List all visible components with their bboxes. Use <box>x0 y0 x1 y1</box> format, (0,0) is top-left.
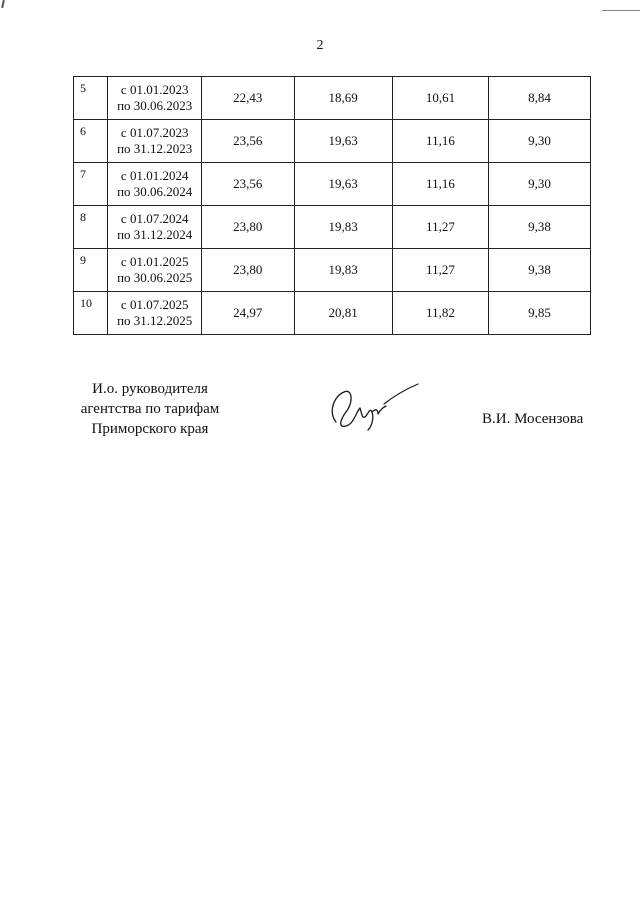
position-line-2: агентства по тарифам <box>80 401 220 417</box>
row-number: 8 <box>74 206 108 249</box>
table-row <box>74 77 591 120</box>
scan-artifact-mark <box>1 0 5 8</box>
handwritten-signature <box>322 378 422 434</box>
table-row <box>74 292 591 335</box>
value-cell-2: 19,63 <box>294 120 392 163</box>
value-cell-4: 9,30 <box>489 120 591 163</box>
period-to: по 30.06.2024 <box>117 184 193 199</box>
value-cell-3: 11,27 <box>392 249 488 292</box>
table-row <box>74 249 591 292</box>
table-row <box>74 163 591 206</box>
period-cell <box>108 249 202 292</box>
value-cell-4: 9,30 <box>489 163 591 206</box>
value-cell-3: 11,27 <box>392 206 488 249</box>
period-from: с 01.01.2024 <box>120 167 189 183</box>
value-cell-1: 23,56 <box>202 163 295 206</box>
value-cell-2: 19,83 <box>294 206 392 249</box>
period-from: с 01.07.2023 <box>120 124 189 140</box>
value-cell-3: 11,82 <box>392 292 488 335</box>
period-cell <box>108 163 202 206</box>
period-from: с 01.07.2025 <box>120 296 189 312</box>
value-cell-1: 23,80 <box>202 206 295 249</box>
period-cell <box>108 77 202 120</box>
row-number: 9 <box>74 249 108 292</box>
table-row <box>74 206 591 249</box>
value-cell-1: 23,80 <box>202 249 295 292</box>
signatory-name: В.И. Мосензова <box>482 411 584 427</box>
value-cell-2: 19,63 <box>294 163 392 206</box>
value-cell-3: 11,16 <box>392 120 488 163</box>
scan-artifact-line <box>602 10 640 11</box>
value-cell-1: 24,97 <box>202 292 295 335</box>
period-cell <box>108 120 202 163</box>
value-cell-2: 18,69 <box>294 77 392 120</box>
row-number: 10 <box>74 292 108 335</box>
value-cell-4: 9,38 <box>489 249 591 292</box>
period-from: с 01.01.2025 <box>120 253 189 269</box>
value-cell-2: 19,83 <box>294 249 392 292</box>
row-number: 6 <box>74 120 108 163</box>
value-cell-2: 20,81 <box>294 292 392 335</box>
value-cell-4: 9,85 <box>489 292 591 335</box>
position-line-3: Приморского края <box>91 421 209 437</box>
period-to: по 31.12.2025 <box>117 313 193 328</box>
period-cell <box>108 292 202 335</box>
value-cell-1: 23,56 <box>202 120 295 163</box>
table-row <box>74 120 591 163</box>
signatory-position <box>66 379 234 439</box>
period-to: по 31.12.2024 <box>117 227 193 242</box>
value-cell-3: 11,16 <box>392 163 488 206</box>
value-cell-4: 8,84 <box>489 77 591 120</box>
value-cell-4: 9,38 <box>489 206 591 249</box>
value-cell-3: 10,61 <box>392 77 488 120</box>
page-number: 2 <box>316 38 324 53</box>
period-to: по 30.06.2025 <box>117 270 193 285</box>
period-from: с 01.07.2024 <box>120 210 189 226</box>
value-cell-1: 22,43 <box>202 77 295 120</box>
period-from: с 01.01.2023 <box>120 81 189 97</box>
period-to: по 30.06.2023 <box>117 98 193 113</box>
row-number: 5 <box>74 77 108 120</box>
period-to: по 31.12.2023 <box>117 141 193 156</box>
tariff-table <box>73 76 591 335</box>
period-cell <box>108 206 202 249</box>
position-line-1: И.о. руководителя <box>92 381 208 397</box>
row-number: 7 <box>74 163 108 206</box>
